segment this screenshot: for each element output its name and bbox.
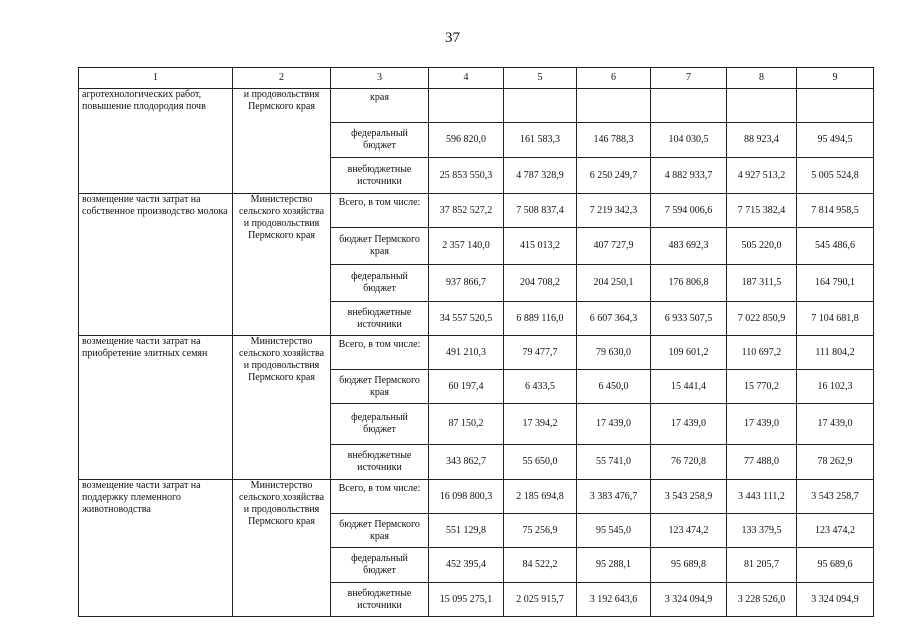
amount-cell: 596 820,0 [429, 123, 504, 158]
amount-cell: 6 250 249,7 [577, 158, 651, 194]
funding-source: федеральный бюджет [331, 404, 429, 445]
amount-cell [429, 89, 504, 123]
funding-source: бюджет Пермского края [331, 370, 429, 404]
amount-cell: 6 607 364,3 [577, 302, 651, 336]
responsible-agency: Министерство сельского хозяйства и продовольствия Пермского края [233, 194, 331, 336]
amount-cell: 95 545,0 [577, 514, 651, 548]
page-number: 37 [445, 30, 460, 46]
amount-cell: 95 288,1 [577, 548, 651, 583]
amount-cell: 15 770,2 [727, 370, 797, 404]
responsible-agency: Министерство сельского хозяйства и продовольствия Пермского края [233, 336, 331, 480]
amount-cell: 187 311,5 [727, 265, 797, 302]
amount-cell: 25 853 550,3 [429, 158, 504, 194]
amount-cell: 2 185 694,8 [504, 480, 577, 514]
amount-cell: 75 256,9 [504, 514, 577, 548]
table-row [79, 194, 874, 228]
amount-cell: 95 689,8 [651, 548, 727, 583]
funding-source: Всего, в том числе: [331, 336, 429, 370]
amount-cell: 7 814 958,5 [797, 194, 874, 228]
amount-cell: 87 150,2 [429, 404, 504, 445]
budget-table [78, 67, 874, 617]
amount-cell: 123 474,2 [797, 514, 874, 548]
amount-cell: 123 474,2 [651, 514, 727, 548]
measure-name: возмещение части затрат на приобретение элитных семян [79, 336, 233, 480]
amount-cell: 6 433,5 [504, 370, 577, 404]
amount-cell: 109 601,2 [651, 336, 727, 370]
funding-source: федеральный бюджет [331, 548, 429, 583]
responsible-agency: и продовольствия Пермского края [233, 89, 331, 194]
amount-cell: 164 790,1 [797, 265, 874, 302]
amount-cell: 4 882 933,7 [651, 158, 727, 194]
amount-cell: 204 250,1 [577, 265, 651, 302]
header-cell: 7 [651, 68, 727, 89]
funding-source: внебюджетные источники [331, 158, 429, 194]
table-row [79, 89, 874, 123]
amount-cell: 3 324 094,9 [797, 583, 874, 617]
amount-cell: 3 443 111,2 [727, 480, 797, 514]
amount-cell: 17 394,2 [504, 404, 577, 445]
amount-cell: 545 486,6 [797, 228, 874, 265]
amount-cell: 16 102,3 [797, 370, 874, 404]
amount-cell [797, 89, 874, 123]
amount-cell: 17 439,0 [651, 404, 727, 445]
amount-cell: 491 210,3 [429, 336, 504, 370]
amount-cell: 17 439,0 [727, 404, 797, 445]
amount-cell: 88 923,4 [727, 123, 797, 158]
amount-cell: 4 927 513,2 [727, 158, 797, 194]
amount-cell: 77 488,0 [727, 445, 797, 480]
table-row [79, 336, 874, 370]
amount-cell: 415 013,2 [504, 228, 577, 265]
amount-cell: 37 852 527,2 [429, 194, 504, 228]
header-cell: 1 [79, 68, 233, 89]
amount-cell: 505 220,0 [727, 228, 797, 265]
amount-cell: 3 324 094,9 [651, 583, 727, 617]
amount-cell: 55 650,0 [504, 445, 577, 480]
amount-cell: 452 395,4 [429, 548, 504, 583]
amount-cell: 7 594 006,6 [651, 194, 727, 228]
amount-cell: 7 022 850,9 [727, 302, 797, 336]
measure-name: возмещение части затрат на собственное производство молока [79, 194, 233, 336]
funding-source: Всего, в том числе: [331, 480, 429, 514]
amount-cell: 95 494,5 [797, 123, 874, 158]
amount-cell: 55 741,0 [577, 445, 651, 480]
header-row [79, 68, 874, 89]
amount-cell: 3 543 258,7 [797, 480, 874, 514]
amount-cell: 17 439,0 [797, 404, 874, 445]
amount-cell: 6 889 116,0 [504, 302, 577, 336]
amount-cell: 937 866,7 [429, 265, 504, 302]
amount-cell: 407 727,9 [577, 228, 651, 265]
amount-cell: 78 262,9 [797, 445, 874, 480]
amount-cell [577, 89, 651, 123]
header-cell: 5 [504, 68, 577, 89]
measure-name: возмещение части затрат на поддержку племенного животноводства [79, 480, 233, 617]
amount-cell: 176 806,8 [651, 265, 727, 302]
amount-cell: 3 192 643,6 [577, 583, 651, 617]
amount-cell: 110 697,2 [727, 336, 797, 370]
funding-source: бюджет Пермского края [331, 514, 429, 548]
amount-cell: 146 788,3 [577, 123, 651, 158]
funding-source: внебюджетные источники [331, 302, 429, 336]
amount-cell: 81 205,7 [727, 548, 797, 583]
amount-cell [727, 89, 797, 123]
amount-cell: 111 804,2 [797, 336, 874, 370]
amount-cell: 161 583,3 [504, 123, 577, 158]
header-cell: 4 [429, 68, 504, 89]
table-row [79, 480, 874, 514]
responsible-agency: Министерство сельского хозяйства и продовольствия Пермского края [233, 480, 331, 617]
measure-name: агротехнологических работ, повышение плодородия почв [79, 89, 233, 194]
funding-source: края [331, 89, 429, 123]
funding-source: Всего, в том числе: [331, 194, 429, 228]
amount-cell: 2 357 140,0 [429, 228, 504, 265]
amount-cell: 104 030,5 [651, 123, 727, 158]
header-cell: 8 [727, 68, 797, 89]
header-cell: 3 [331, 68, 429, 89]
amount-cell: 3 543 258,9 [651, 480, 727, 514]
header-cell: 9 [797, 68, 874, 89]
header-cell: 2 [233, 68, 331, 89]
funding-source: внебюджетные источники [331, 445, 429, 480]
amount-cell: 4 787 328,9 [504, 158, 577, 194]
amount-cell [504, 89, 577, 123]
amount-cell: 79 477,7 [504, 336, 577, 370]
amount-cell: 3 228 526,0 [727, 583, 797, 617]
amount-cell: 79 630,0 [577, 336, 651, 370]
header-cell: 6 [577, 68, 651, 89]
amount-cell: 5 005 524,8 [797, 158, 874, 194]
amount-cell: 7 104 681,8 [797, 302, 874, 336]
amount-cell: 483 692,3 [651, 228, 727, 265]
amount-cell: 76 720,8 [651, 445, 727, 480]
amount-cell: 3 383 476,7 [577, 480, 651, 514]
amount-cell: 15 095 275,1 [429, 583, 504, 617]
funding-source: федеральный бюджет [331, 265, 429, 302]
amount-cell: 343 862,7 [429, 445, 504, 480]
amount-cell: 2 025 915,7 [504, 583, 577, 617]
amount-cell: 7 508 837,4 [504, 194, 577, 228]
funding-source: внебюджетные источники [331, 583, 429, 617]
amount-cell: 34 557 520,5 [429, 302, 504, 336]
amount-cell: 551 129,8 [429, 514, 504, 548]
amount-cell: 15 441,4 [651, 370, 727, 404]
amount-cell [651, 89, 727, 123]
amount-cell: 6 450,0 [577, 370, 651, 404]
funding-source: федеральный бюджет [331, 123, 429, 158]
amount-cell: 133 379,5 [727, 514, 797, 548]
amount-cell: 7 219 342,3 [577, 194, 651, 228]
amount-cell: 204 708,2 [504, 265, 577, 302]
table-body [79, 68, 874, 617]
funding-source: бюджет Пермского края [331, 228, 429, 265]
amount-cell: 84 522,2 [504, 548, 577, 583]
amount-cell: 17 439,0 [577, 404, 651, 445]
amount-cell: 95 689,6 [797, 548, 874, 583]
amount-cell: 7 715 382,4 [727, 194, 797, 228]
amount-cell: 60 197,4 [429, 370, 504, 404]
amount-cell: 16 098 800,3 [429, 480, 504, 514]
amount-cell: 6 933 507,5 [651, 302, 727, 336]
